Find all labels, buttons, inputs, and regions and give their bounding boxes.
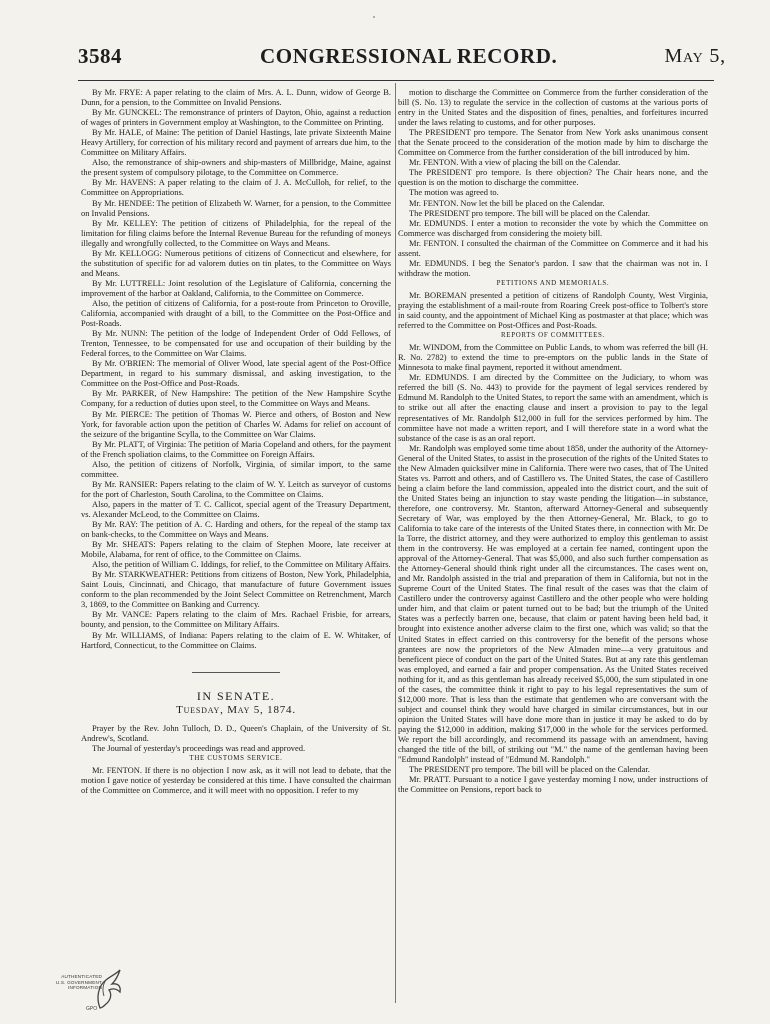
debate-paragraph: motion to discharge the Committee on Commerce from the further consideration of the bill (S. No. 13) to regulate the service in the collection of customs at the various ports of entry in the United States and the disposition of fines, penalties, and forfeitures incurred under the laws relating to customs, and for other purposes. [398,87,708,128]
badge-line: AUTHENTICATED [61,974,102,979]
debate-paragraph: The PRESIDENT pro tempore. The bill will be placed on the Calendar. [409,207,650,218]
section-divider [192,672,280,673]
header-date: May 5, [664,45,726,67]
petition-paragraph: By Mr. KELLEY: The petition of citizens of Philadelphia, for the repeal of the limitation for filing claims before the Internal Revenue Bureau for the refunding of moneys illegally and wrongfully collected, to the Committee on Ways and Means. [81,217,391,248]
badge-line: U.S. GOVERNMENT [55,979,102,985]
boreman-paragraph: Mr. BOREMAN presented a petition of citizens of Randolph County, West Virginia, praying the establishment of a mail-route from Roaring Creek post-office to Tolbert's store in said county, and the appointment of Michael King as postmaster at that place; which was referred to the Committee on Post-Offices and Post-Roads. [398,289,708,331]
petition-paragraph: By Mr. LUTTRELL: Joint resolution of the Legislature of California, concerning the improvement of the harbor at Oakland, California, to the Committee on Commerce. [81,277,391,298]
page-number: 3584 [78,44,122,68]
left-column [81,87,391,795]
paper-speck [373,16,375,18]
petition-paragraph: By Mr. PIERCE: The petition of Thomas W. Pierce and others, of Boston and New York, for favorable action upon the petition of Charles W. Adams for relief on account of the seizure of the brigantine Scylla, to the Committee on War Claims. [81,408,391,439]
badge-text [30,974,102,991]
president-calendar-paragraph: The PRESIDENT pro tempore. The bill will be placed on the Calendar. [409,764,650,775]
petition-paragraph: By Mr. STARKWEATHER: Petitions from citizens of Boston, New York, Philadelphia, Saint Louis, Cincinnati, and Chicago, that manufacture of future Government issues conform to the plan recommended by the Joint Select Committee on Retrenchment, March 3, 1869, to the Committee on Banking and Currency. [81,569,391,610]
petition-paragraph: By Mr. HENDEE: The petition of Elizabeth W. Warner, for a pension, to the Committee on Invalid Pensions. [81,197,391,218]
reports-heading: REPORTS OF COMMITTEES. [500,332,605,340]
column-divider [395,83,396,1003]
windom-paragraph: Mr. WINDOM, from the Committee on Public Lands, to whom was referred the bill (H. R. No. 2782) to extend the time to pre-emptors on the public lands in the State of Minnesota to make final payment, reported it without amendment. [398,342,708,373]
petition-paragraph: By Mr. FRYE: A paper relating to the claim of Mrs. A. L. Dunn, widow of George B. Dunn, for a pension, to the Committee on Invalid Pensions. [81,87,391,108]
petition-paragraph: By Mr. RAY: The petition of A. C. Harding and others, for the repeal of the stamp tax on bank-checks, to the Committee on Ways and Means. [81,519,391,540]
fenton-paragraph: Mr. FENTON. If there is no objection I now ask, as it will not lead to debate, that the motion I gave notice of yesterday be considered at this time. I have consulted the chairman of the Committee on Commerce, and it will meet with no opposition. I refer to my [81,764,391,795]
senate-heading: IN SENATE. [196,688,276,703]
debate-paragraph: Mr. EDMUNDS. I enter a motion to reconsider the vote by which the Committee on Commerce was discharged from considering the moiety bill. [398,217,708,238]
petition-paragraph: By Mr. PLATT, of Virginia: The petition of Maria Copeland and others, for the payment of the French spoliation claims, to the Committee on Foreign Affairs. [81,438,391,459]
petition-paragraph: Also, the petition of citizens of California, for a post-route from Princeton to Oroville, California, accompanied with draught of a bill, to the Committee on the Post-Office and Post-Roads. [81,297,391,329]
eagle-seal-icon [94,968,124,1012]
petition-paragraph: By Mr. RANSIER: Papers relating to the claim of W. Y. Leitch as surveyor of customs for the port of Charleston, South Carolina, to the Committee on Claims. [81,478,391,499]
pratt-paragraph: Mr. PRATT. Pursuant to a notice I gave yesterday morning I now, under instructions of the Committee on Pensions, report back to [398,774,708,795]
randolph-case-paragraph: Mr. Randolph was employed some time about 1858, under the authority of the Attorney-General of the United States, to assist in the prosecution of the rights of the United States to the New Almaden quicksilver mine in California. There were two cases, that of The United States vs. Parrott and others, and of Castillero vs. The United States, the case of Castillero being a claim before the land commission, appealed into the district court, and the suit of the United States being an injunction to stay waste pending the litigation—in substance, therefore, one controversy. Mr. Stanton, afterward Attorney-General and subsequently Secretary of War, was employed by the then Attorney-General, Mr. Black, to go to California to take care of the interests of the United States there, in connection with Mr. De la Torre, the district attorney, and they were authorized to employ this gentleman to assist them in the controversy. He was employed at a certain fee named, contingent upon the approval of the Attorney-General. That was $5,000, and also such further compensation as the Attorney-General should think right under all the circumstances. The cases went on, and Mr. Randolph assisted in the trial and preparation of them in California, but not in the Supreme Court of the United States. The final result of the cases was that the claim of Castillero under the controversy against Castillero and the other people who were holding under him, and that claim or patent turned out to be bad; but the triumph of the United States was a perfectly barren one, because, that claim or patent having been held bad, it brought into existence another adverse claim to the first one, which was valid; so that the United States in effect carried on this controversy for the benefit of the persons whose grantees are now the proprietors of the New Almaden mine—a very gratuitous and beneficent piece of conduct on the part of the United States. But at any rate this gentleman was employed, and earned a fair and proper compensation. As the United States received nothing for it, and as this gentleman has already received $5,000, the sum stipulated in one of the cases, the committee think it right to pay to his legal representatives the sum of $12,000 more. That is less than the estimate that gentlemen who are conversant with the subject and counsel think they would have charged in similar circumstances, but in our opinion the United States will have done more than in justice it may be asked to do by paying the $12,000 in addition, making $17,000 in the whole for the services performed. We report the bill accordingly, and recommend its passage with an amendment, having changed the title of the bill, of striking out "M." the name of the gentleman having been "Edmund Randolph" instead of "Edmund M. Randolph." [398,442,708,765]
petition-paragraph: By Mr. WILLIAMS, of Indiana: Papers relating to the claim of E. W. Whitaker, of Hartford, Connecticut, to the Committee on Claims. [81,629,391,650]
page-header [78,44,726,70]
petition-paragraph: By Mr. HAVENS: A paper relating to the claim of J. A. McCulloh, for relief, to the Committee on Appropriations. [81,177,391,198]
debate-paragraph: The PRESIDENT pro tempore. Is there objection? The Chair hears none, and the question is on the motion to discharge the committee. [398,167,708,188]
petition-paragraph: By Mr. KELLOGG: Numerous petitions of citizens of Connecticut and elsewhere, for the substitution of specific for ad valorem duties on tin plates, to the Committee on Ways and Means. [81,247,391,278]
petition-paragraph: By Mr. PARKER, of New Hampshire: The petition of the New Hampshire Scythe Company, for a reduction of duties upon steel, to the Committee on Ways and Means. [81,388,391,409]
petition-paragraph: Also, the petition of William C. Iddings, for relief, to the Committee on Military Affairs. [92,559,391,570]
gpo-authentication-badge [30,968,128,1020]
debate-paragraph: Mr. FENTON. Now let the bill be placed on the Calendar. [409,197,605,208]
petitions-heading: PETITIONS AND MEMORIALS. [496,279,610,287]
petition-paragraph: By Mr. GUNCKEL: The remonstrance of printers of Dayton, Ohio, against a reduction of wages of printers in Government employ at Washington, to the Committee on Printing. [81,107,391,128]
badge-line: INFORMATION [67,985,102,991]
petition-list [81,87,391,650]
header-rule [78,80,714,81]
edmunds-report-paragraph: Mr. EDMUNDS. I am directed by the Committee on the Judiciary, to whom was referred the bill (S. No. 443) to provide for the payment of legal services rendered by Edmund M. Randolph to the United States, to report the same with an amendment, which is to strike out all after the enacting clause and insert a provision to pay to the legal representatives of Mr. Randolph $12,000 in full for the services performed by him. The committee have not made a written report, and I will therefore state in a word what the substance of the case is as an oral report. [398,372,708,443]
session-date: Tuesday, May 5, 1874. [176,703,296,716]
gpo-label: GPO [86,1006,98,1012]
petition-paragraph: By Mr. VANCE: Papers relating to the claim of Mrs. Rachael Frisbie, for arrears, bounty, and pension, to the Committee on Military Affairs. [81,609,391,630]
debate-paragraph: The PRESIDENT pro tempore. The Senator from New York asks unanimous consent that the Senate proceed to the consideration of the motion made by him to discharge the Committee on Commerce from the further consideration of the bill introduced by him. [398,127,708,158]
petition-paragraph: By Mr. NUNN: The petition of the lodge of Independent Order of Odd Fellows, of Trenton, Tennessee, to be compensated for use and occupation of their building by the Federal forces, to the Committee on War Claims. [81,328,391,359]
customs-debate [398,87,708,278]
publication-title: CONGRESSIONAL RECORD. [260,44,558,68]
petition-paragraph: By Mr. HALE, of Maine: The petition of Daniel Hastings, late private Sixteenth Maine Heavy Artillery, for correction of his military record and payment of arrears due him, to the Committee on Military Affairs. [81,127,391,158]
petition-paragraph: Also, the petition of citizens of Norfolk, Virginia, of similar import, to the same committee. [81,458,391,479]
debate-paragraph: Mr. FENTON. With a view of placing the bill on the Calendar. [409,157,621,168]
petition-paragraph: Also, the remonstrance of ship-owners and ship-masters of Millbridge, Maine, against the present system of compulsory pilotage, to the Committee on Commerce. [81,157,391,178]
petition-paragraph: Also, papers in the matter of T. C. Callicot, special agent of the Treasury Department, vs. Alexander McLeod, to the Committee on Claims. [81,498,391,519]
debate-paragraph: The motion was agreed to. [409,187,499,198]
prayer-paragraph: Prayer by the Rev. John Tulloch, D. D., Queen's Chaplain, of the University of St. Andrew's, Scotland. [81,722,391,743]
debate-paragraph: Mr. FENTON. I consulted the chairman of the Committee on Commerce and it had his assent. [398,237,708,258]
right-column [398,87,708,794]
petition-paragraph: By Mr. SHEATS: Papers relating to the claim of Stephen Moore, late receiver at Mobile, Alabama, for rent of office, to the Committee on Claims. [81,539,391,560]
journal-paragraph: The Journal of yesterday's proceedings was read and approved. [92,742,306,753]
customs-service-heading: THE CUSTOMS SERVICE. [189,754,283,762]
petition-paragraph: By Mr. O'BRIEN: The memorial of Oliver Wood, late special agent of the Post-Office Department, in regard to his summary dismissal, and asking investigation, to the Committee on the Post-Office and Post-Roads. [81,358,391,389]
debate-paragraph: Mr. EDMUNDS. I beg the Senator's pardon. I saw that the chairman was not in. I withdraw the motion. [398,257,708,278]
